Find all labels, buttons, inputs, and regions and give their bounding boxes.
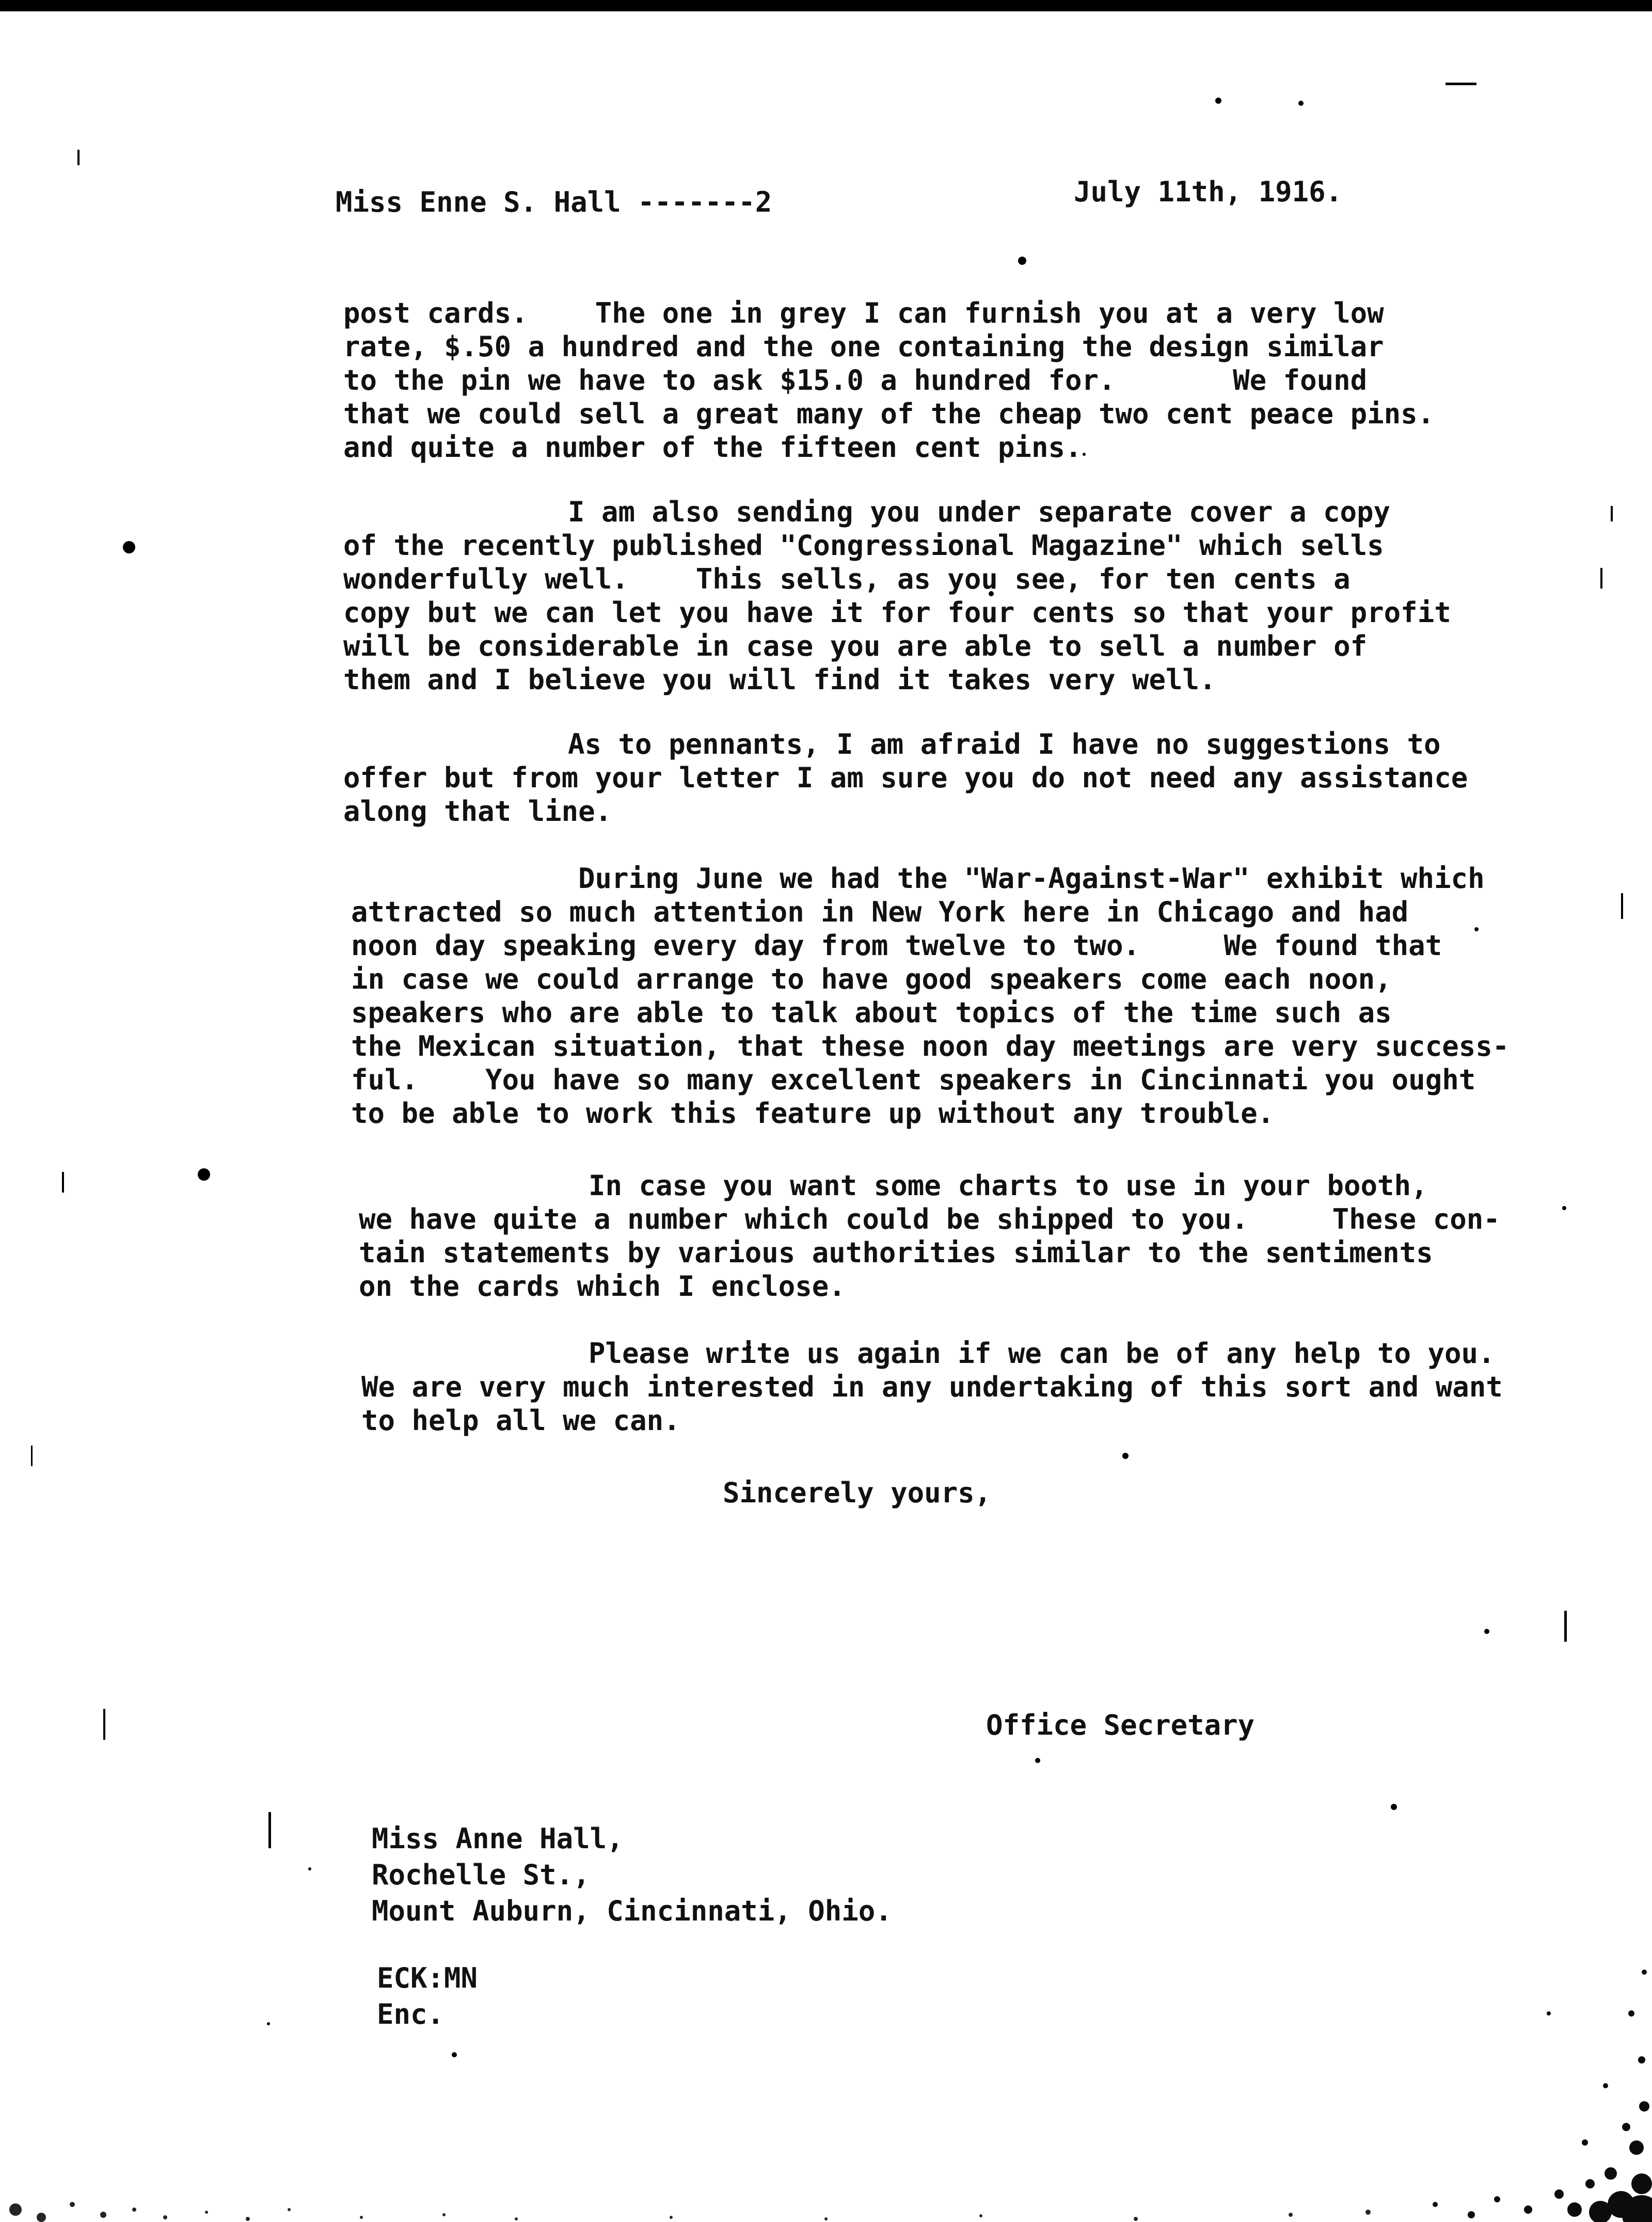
text-line: in case we could arrange to have good speakers come each noon, [351,963,1392,995]
letter-date: July 11th, 1916. [1074,176,1343,208]
text-line: post cards. The one in grey I can furnish you at a very low [343,297,1384,329]
enclosure-note: Enc. [377,1998,444,2030]
closing-salutation: Sincerely yours, [723,1477,992,1509]
text-line: that we could sell a great many of the cheap two cent peace pins. [343,398,1435,430]
text-line: In case you want some charts to use in your booth, [589,1169,1428,1202]
text-line: copy but we can let you have it for four cents so that your profit [343,596,1451,629]
text-line: them and I believe you will find it takes very well. [343,663,1216,696]
signature-title: Office Secretary [986,1709,1255,1741]
text-line: As to pennants, I am afraid I have no suggestions to [568,728,1441,760]
address-street: Rochelle St., [372,1859,590,1891]
text-line: to help all we can. [361,1404,680,1437]
text-line: to be able to work this feature up without any trouble. [351,1097,1275,1130]
text-line: tain statements by various authorities similar to the sentiments [359,1236,1433,1269]
text-line: We are very much interested in any undertaking of this sort and want [361,1371,1503,1403]
text-line: During June we had the "War-Against-War" exhibit which [578,862,1485,895]
text-line: we have quite a number which could be shipped to you. These con- [359,1203,1500,1235]
address-name: Miss Anne Hall, [372,1822,624,1855]
text-line: wonderfully well. This sells, as you see, for ten cents a [343,563,1351,595]
text-line: to the pin we have to ask $15.0 a hundred for. We found [343,364,1368,396]
address-city: Mount Auburn, Cincinnati, Ohio. [372,1895,892,1927]
text-line: will be considerable in case you are able to sell a number of [343,630,1368,662]
text-line: along that line. [343,795,612,828]
text-line: I am also sending you under separate cover a copy [568,496,1391,528]
text-line: offer but from your letter I am sure you do not need any assistance [343,761,1468,794]
text-line: attracted so much attention in New York here in Chicago and had [351,896,1409,928]
text-line: the Mexican situation, that these noon day meetings are very success- [351,1030,1510,1062]
text-line: speakers who are able to talk about topics of the time such as [351,996,1392,1029]
text-line: ful. You have so many excellent speakers in Cincinnati you ought [351,1064,1476,1096]
text-line: and quite a number of the fifteen cent pins. [343,431,1082,464]
page-header-recipient: Miss Enne S. Hall -------2 [336,186,772,218]
text-line: rate, $.50 a hundred and the one containing the design similar [343,330,1384,363]
text-line: Please write us again if we can be of any help to you. [589,1337,1495,1370]
reference-initials: ECK:MN [377,1962,478,1994]
text-line: on the cards which I enclose. [359,1270,846,1303]
text-line: of the recently published "Congressional Magazine" which sells [343,529,1384,562]
text-line: noon day speaking every day from twelve to two. We found that [351,929,1442,962]
